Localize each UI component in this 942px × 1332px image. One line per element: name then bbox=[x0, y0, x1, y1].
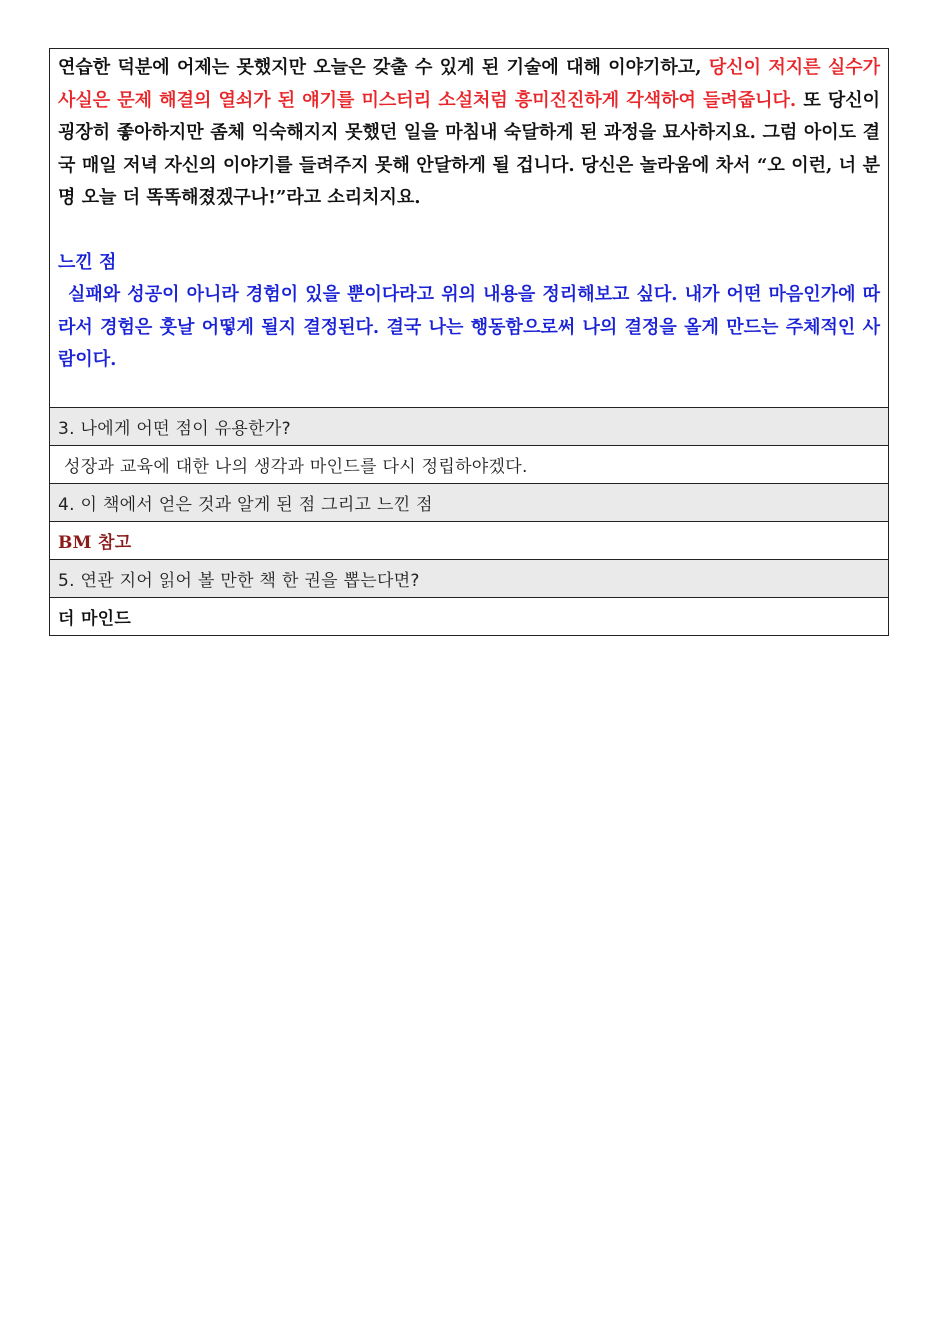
review-text-cell bbox=[50, 49, 888, 407]
story-text-highlight: 당신이 저지른 실수가 사실은 문제 해결의 열쇠가 된 얘기를 미스터리 소설처럼 흥미진진하게 각색하여 들려줍니다. bbox=[58, 57, 880, 111]
reflection-title: 느낀 점 bbox=[58, 251, 117, 273]
question-5-row bbox=[50, 559, 888, 597]
answer-3-row bbox=[50, 445, 888, 483]
question-4-text: 4. 이 책에서 얻은 것과 알게 된 점 그리고 느낀 점 bbox=[58, 494, 433, 515]
answer-4-text: BM 참고 bbox=[58, 532, 132, 553]
question-3-row bbox=[50, 407, 888, 445]
answer-5-row bbox=[50, 597, 888, 635]
story-text-part1: 연습한 덕분에 어제는 못했지만 오늘은 갖출 수 있게 된 기술에 대해 이야기하고, bbox=[58, 57, 709, 78]
story-paragraph bbox=[58, 52, 880, 215]
answer-4-row bbox=[50, 521, 888, 559]
reflection-body: 실패와 성공이 아니라 경험이 있을 뿐이다라고 위의 내용을 정리해보고 싶다. 내가 어떤 마음인가에 따라서 경험은 훗날 어떻게 될지 결정된다. 결국 나는 행동함으로써 나의 결정을 올게 만드는 주체적인 사람이다. bbox=[58, 284, 880, 370]
book-review-table bbox=[49, 48, 889, 636]
story-text-part3: 또 당신이 굉장히 좋아하지만 좀체 익숙해지지 못했던 일을 마침내 숙달하게 된 과정을 묘사하지요. 그럼 아이도 결국 매일 저녁 자신의 이야기를 들려주지 못해 안달하게 될 겁니다. 당신은 놀라움에 차서 “오 이런, 너 분명 오늘 더 똑똑해졌겠구나!”라고 소리치지요. bbox=[58, 89, 880, 208]
question-4-row bbox=[50, 483, 888, 521]
question-5-text: 5. 연관 지어 읽어 볼 만한 책 한 권을 뽑는다면? bbox=[58, 570, 420, 591]
question-3-text: 3. 나에게 어떤 점이 유용한가? bbox=[58, 418, 291, 439]
answer-5-text: 더 마인드 bbox=[58, 608, 132, 629]
answer-3-text: 성장과 교육에 대한 나의 생각과 마인드를 다시 정립하야겠다. bbox=[64, 456, 528, 477]
